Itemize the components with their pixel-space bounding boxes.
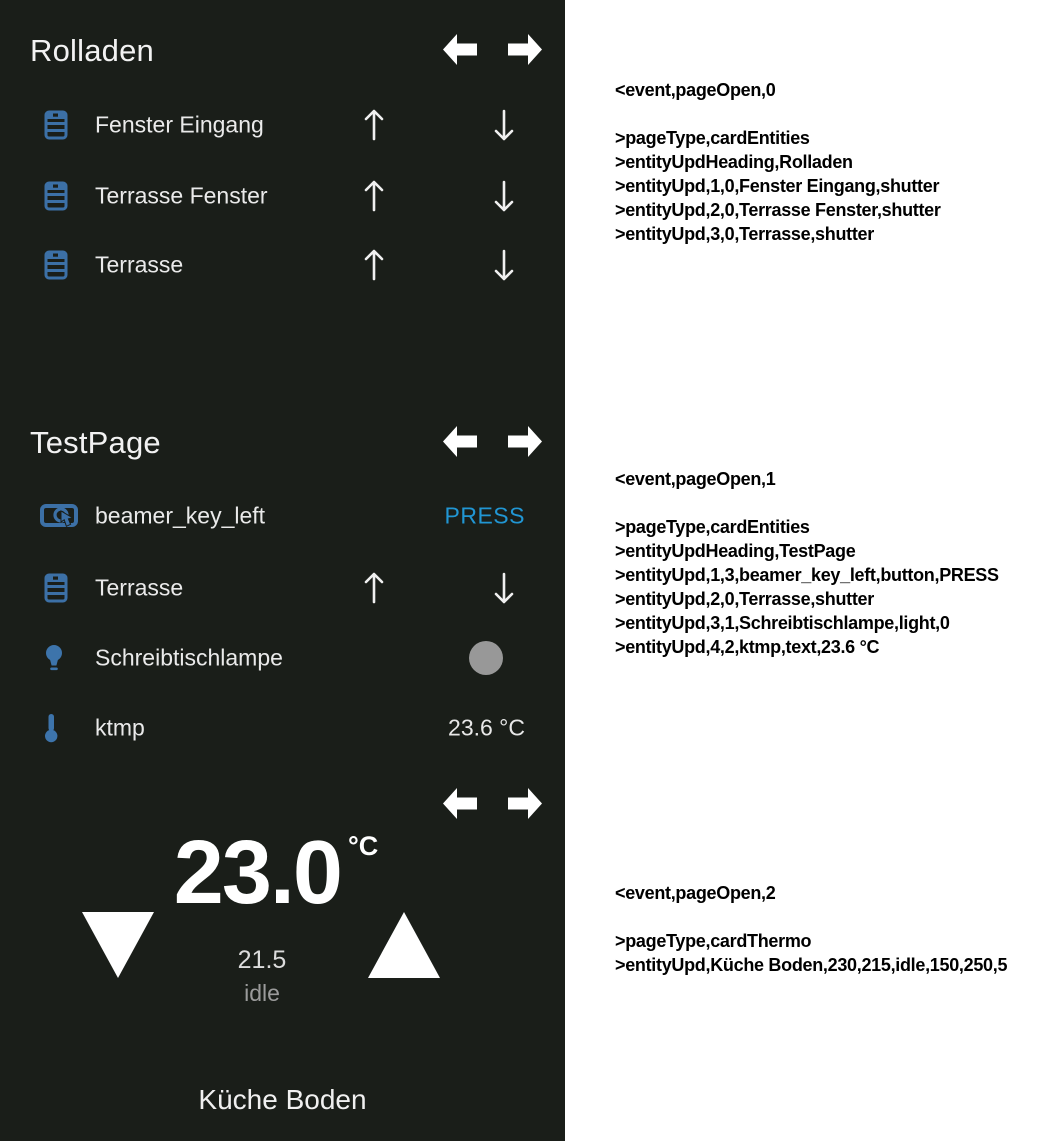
entity-label: Terrasse	[95, 574, 184, 601]
arrow-up-icon	[361, 107, 387, 143]
arrow-left-icon	[442, 787, 478, 821]
entity-row-ktmp	[0, 700, 565, 756]
press-button[interactable]: PRESS	[444, 502, 525, 529]
arrow-down-icon	[491, 570, 517, 606]
shutter-icon	[44, 573, 68, 603]
card-heading-testpage: TestPage	[30, 425, 161, 460]
light-toggle-switch[interactable]	[471, 645, 525, 671]
arrow-left-icon	[442, 33, 478, 67]
entity-row-terrasse-fenster	[0, 168, 565, 224]
shutter-down-button[interactable]	[491, 570, 517, 606]
page-prev-button[interactable]	[442, 787, 478, 821]
current-temperature	[0, 823, 552, 923]
card2-page-nav	[442, 425, 543, 459]
entity-label: beamer_key_left	[95, 502, 266, 529]
current-temperature-value: 23.0	[173, 823, 341, 923]
entity-row-schreibtischlampe	[0, 630, 565, 686]
gesture-tap-button-icon	[40, 499, 78, 533]
target-temperature: 21.5	[237, 946, 287, 974]
arrow-down-icon	[491, 178, 517, 214]
shutter-icon	[44, 110, 68, 140]
log-line: >pageType,cardEntities	[615, 517, 810, 537]
shutter-down-button[interactable]	[491, 178, 517, 214]
log-block-page2	[615, 881, 1043, 977]
entity-row-beamer-key-left	[0, 488, 565, 544]
shutter-icon	[44, 250, 68, 280]
page-prev-button[interactable]	[442, 425, 478, 459]
arrow-up-icon	[361, 247, 387, 283]
log-line: >pageType,cardThermo	[615, 931, 812, 951]
page-next-button[interactable]	[507, 425, 543, 459]
log-event-line: <event,pageOpen,2	[615, 883, 776, 903]
entity-row-terrasse	[0, 237, 565, 293]
arrow-right-icon	[507, 787, 543, 821]
log-event-line: <event,pageOpen,1	[615, 469, 776, 489]
shutter-up-button[interactable]	[361, 107, 387, 143]
page-next-button[interactable]	[507, 787, 543, 821]
entity-row-fenster-eingang	[0, 97, 565, 153]
arrow-down-icon	[491, 107, 517, 143]
log-line: >entityUpd,4,2,ktmp,text,23.6 °C	[615, 637, 880, 657]
thermostat-name: Küche Boden	[198, 1084, 367, 1115]
log-line: >entityUpd,Küche Boden,230,215,idle,150,250,5	[615, 955, 1008, 975]
card1-page-nav	[442, 33, 543, 67]
arrow-right-icon	[507, 33, 543, 67]
log-line: >pageType,cardEntities	[615, 128, 810, 148]
entity-label: Terrasse Fenster	[95, 182, 268, 209]
arrow-left-icon	[442, 425, 478, 459]
lightbulb-icon	[44, 643, 64, 673]
log-line: >entityUpd,2,0,Terrasse Fenster,shutter	[615, 200, 941, 220]
log-line: >entityUpd,2,0,Terrasse,shutter	[615, 589, 874, 609]
entity-row-terrasse-2	[0, 560, 565, 616]
shutter-down-button[interactable]	[491, 107, 517, 143]
log-event-line: <event,pageOpen,0	[615, 80, 776, 100]
page-prev-button[interactable]	[442, 33, 478, 67]
log-line: >entityUpdHeading,Rolladen	[615, 152, 853, 172]
log-block-page1	[615, 467, 1043, 659]
entity-label: Terrasse	[95, 251, 184, 278]
shutter-up-button[interactable]	[361, 570, 387, 606]
log-block-page0	[615, 78, 1043, 246]
shutter-icon	[44, 181, 68, 211]
card-heading-rolladen: Rolladen	[30, 33, 154, 68]
card3-page-nav	[442, 787, 543, 821]
toggle-knob	[469, 641, 503, 675]
log-line: >entityUpdHeading,TestPage	[615, 541, 856, 561]
arrow-up-icon	[361, 178, 387, 214]
log-line: >entityUpd,3,1,Schreibtischlampe,light,0	[615, 613, 950, 633]
thermometer-icon	[44, 712, 59, 744]
shutter-up-button[interactable]	[361, 178, 387, 214]
entity-label: Schreibtischlampe	[95, 644, 283, 671]
log-line: >entityUpd,3,0,Terrasse,shutter	[615, 224, 874, 244]
arrow-down-icon	[491, 247, 517, 283]
temperature-unit: °C	[347, 831, 379, 861]
arrow-up-icon	[361, 570, 387, 606]
log-line: >entityUpd,1,0,Fenster Eingang,shutter	[615, 176, 940, 196]
shutter-down-button[interactable]	[491, 247, 517, 283]
shutter-up-button[interactable]	[361, 247, 387, 283]
sensor-value: 23.6 °C	[448, 714, 525, 741]
thermostat-state: idle	[244, 980, 280, 1006]
entity-label: Fenster Eingang	[95, 111, 264, 138]
page-next-button[interactable]	[507, 33, 543, 67]
log-line: >entityUpd,1,3,beamer_key_left,button,PRESS	[615, 565, 999, 585]
arrow-right-icon	[507, 425, 543, 459]
entity-label: ktmp	[95, 714, 145, 741]
